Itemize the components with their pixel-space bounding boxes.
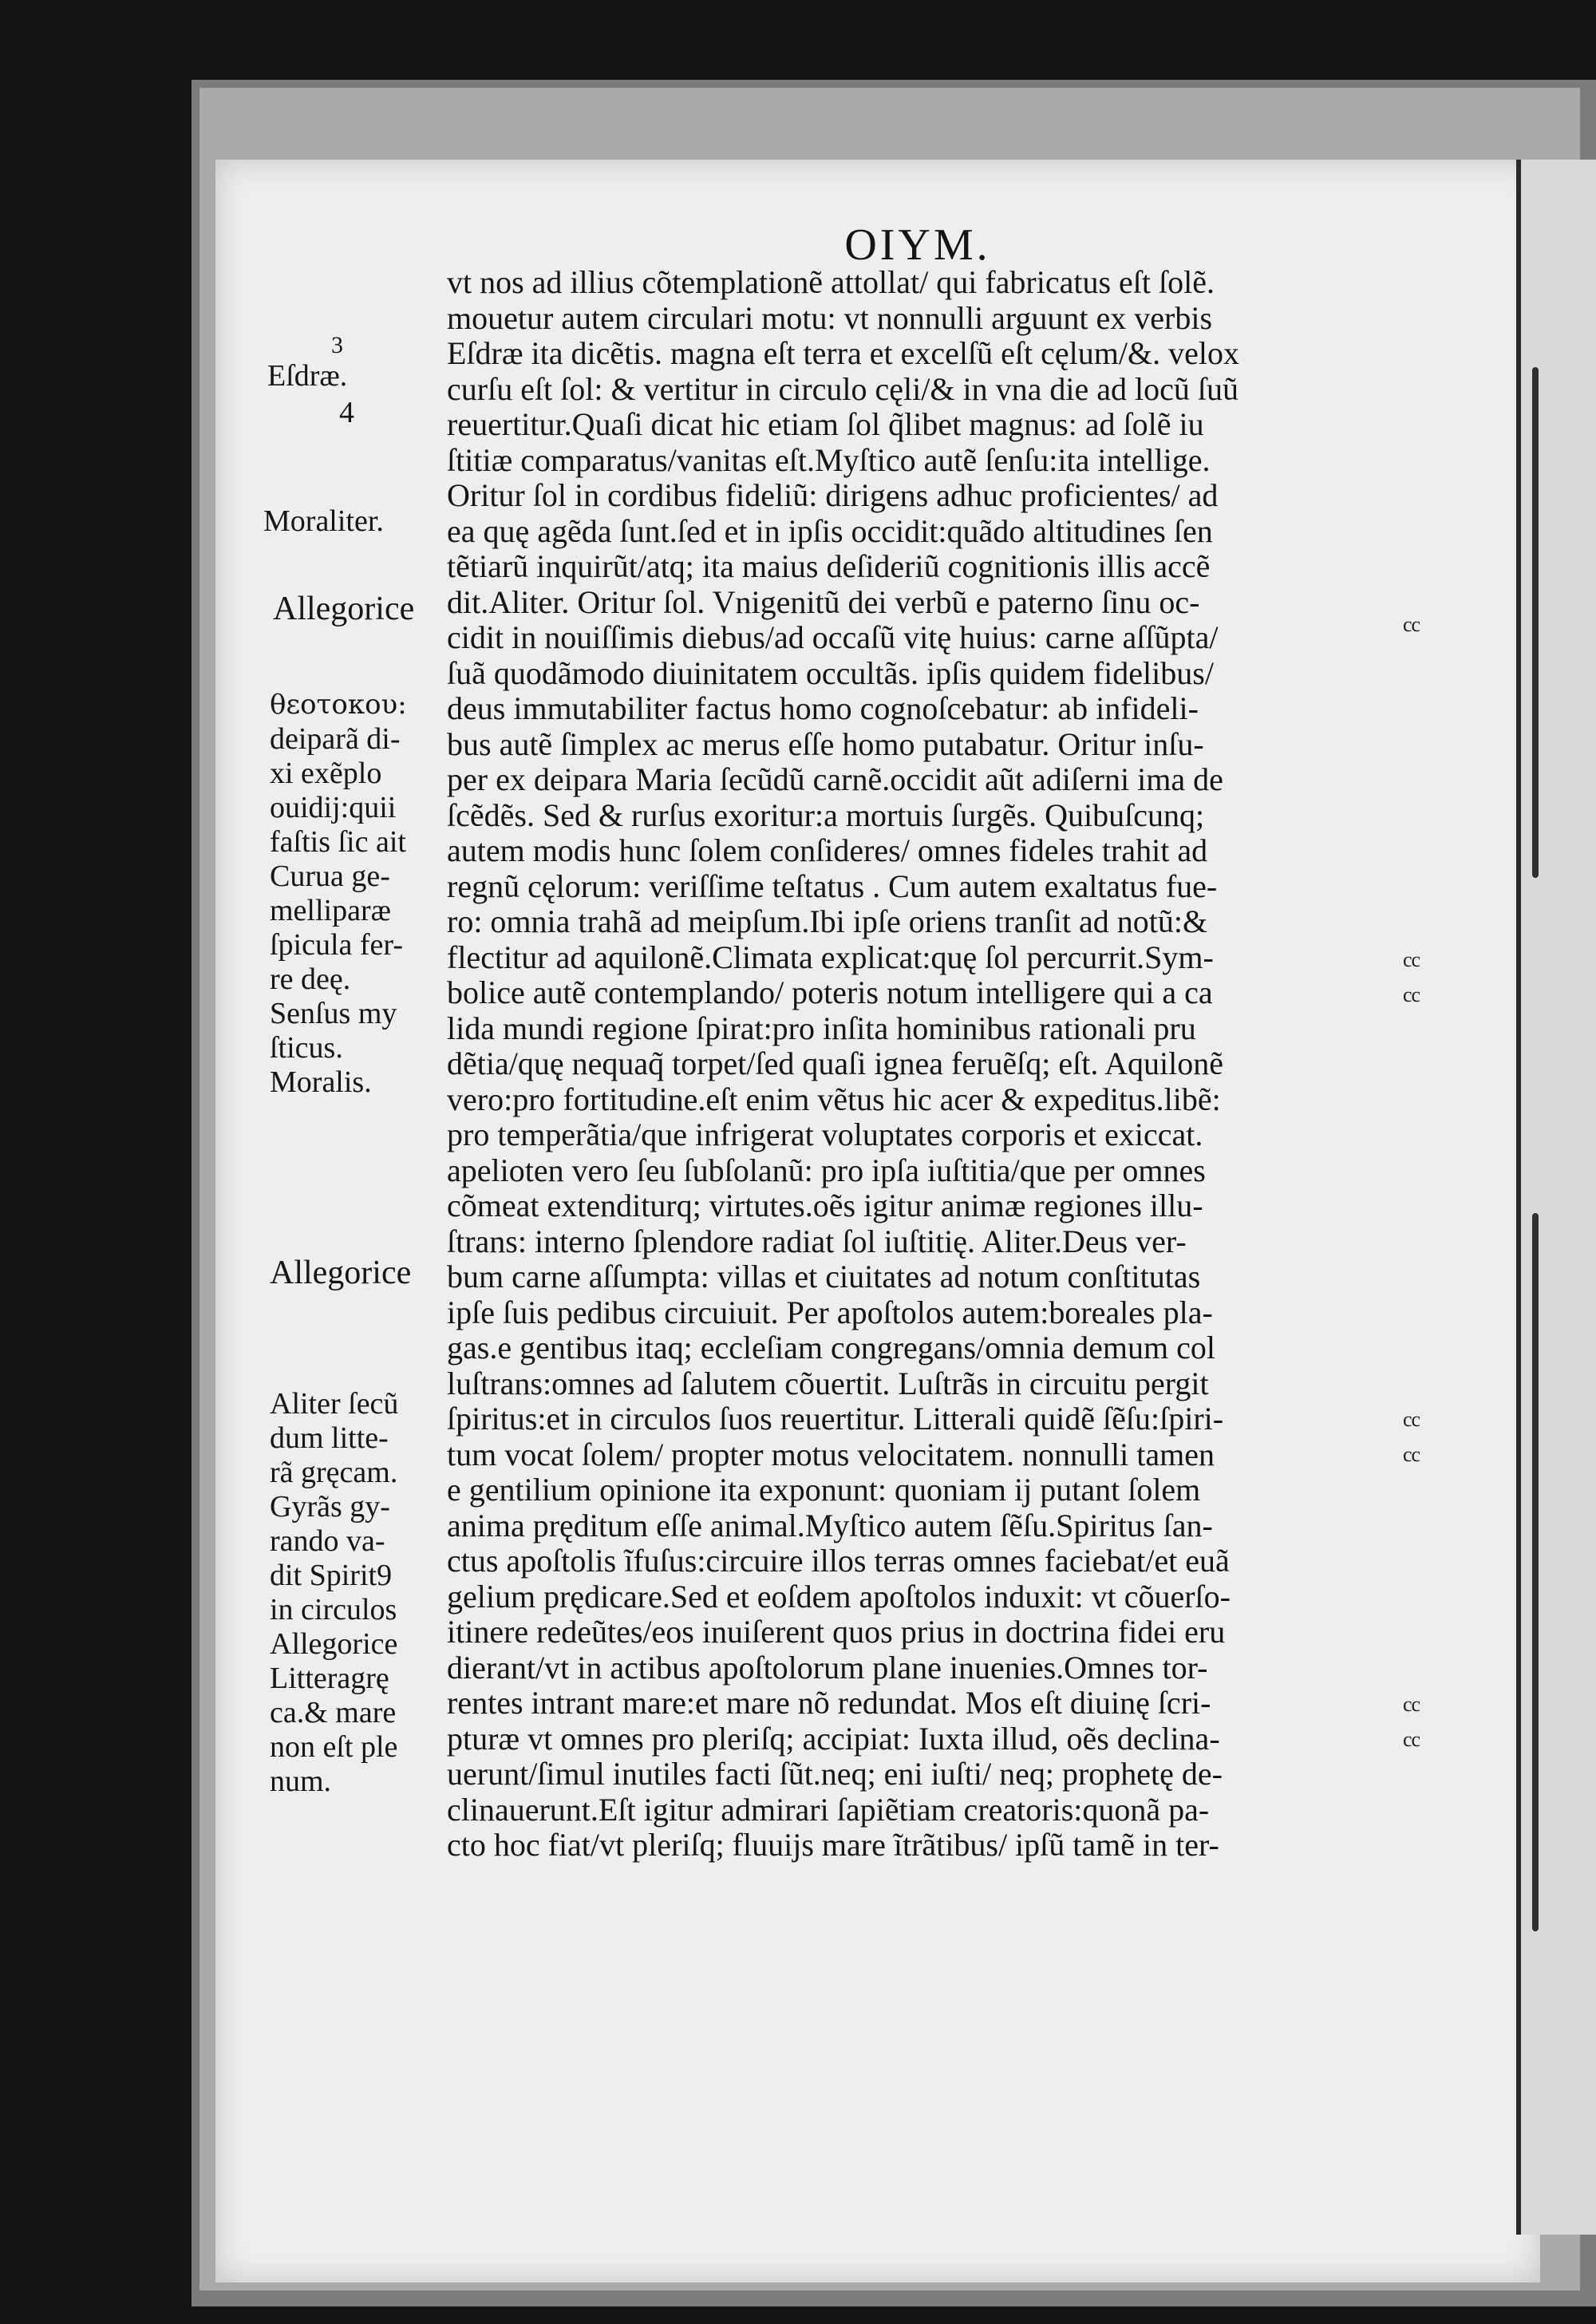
margin-line: re deę. [270,962,351,996]
body-line: gelium prędicare.Sed et eoſdem apoſtolos induxit: vt cõuerſo- [447,1579,1231,1615]
margin-mark: cc [1403,1408,1420,1431]
body-line: Oritur ſol in cordibus fideliũ: dirigens adhuc proficientes/ ad [447,478,1219,513]
margin-line: rando va- [270,1524,385,1558]
body-line: uerunt/ſimul inutiles facti ſũt.neq; eni iuſti/ neq; prophetę de- [447,1757,1223,1792]
body-line: dierant/vt in actibus apoſtolorum plane inuenies.Omnes tor- [447,1650,1208,1686]
binding-thread [1532,1213,1539,1931]
margin-note-allegorice-2 [270,1255,411,1291]
margin-line: ca.& mare [270,1696,397,1729]
margin-line: ſpicula fer- [270,928,403,962]
margin-mark: cc [1403,613,1420,636]
margin-line: dum litte- [270,1421,389,1455]
body-text [447,265,1396,1864]
body-line: cõmeat extenditurq; virtutes.oẽs igitur animæ regiones illu- [447,1188,1203,1223]
body-line: gas.e gentibus itaq; eccleſiam congregans/omnia demum col [447,1330,1216,1366]
body-line: cidit in nouiſſimis diebus/ad occaſũ vitę huius: carne aſſũpta/ [447,620,1219,655]
body-line: ipſe ſuis pedibus circuiuit. Per apoſtolos autem:boreales pla- [447,1294,1213,1330]
body-line: pro temperãtia/que infrigerat voluptates corporis et exiccat. [447,1117,1203,1152]
margin-line: Curua ge- [270,860,390,893]
margin-line: non eſt ple [270,1730,398,1764]
margin-line: deiparã di- [270,722,401,756]
margin-note-moraliter-1 [263,503,384,540]
body-line: ſtrans: interno ſplendore radiat ſol iuſtitię. Aliter.Deus ver- [447,1223,1187,1259]
margin-note-theotokou [270,688,407,1100]
margin-line: Allegorice [273,591,415,627]
body-line: clinauerunt.Eſt igitur admirari ſapiẽtiam creatoris:quonã pa- [447,1792,1210,1828]
body-line: luſtrans:omnes ad ſalutem cõuertit. Luſtrãs in circuitu pergit [447,1366,1209,1401]
body-line: dẽtia/quę nequaq̃ torpet/ſed quaſi ignea feruẽſq; eſt. Aquilonẽ [447,1046,1224,1081]
body-line: e gentilium opinione ita exponunt: quoniam ij putant ſolem [447,1472,1201,1508]
margin-mark: cc [1403,1728,1420,1751]
body-line: ro: omnia trahã ad meipſum.Ibi ipſe oriens tranſit ad notũ:& [447,904,1208,939]
body-line: ſcẽdẽs. Sed & rurſus exoritur:a mortuis ſurgẽs. Quibuſcunq; [447,797,1205,833]
margin-line: faſtis ſic ait [270,825,406,859]
body-line: reuertitur.Quaſi dicat hic etiam ſol q̃libet magnus: ad ſolẽ iu [447,407,1204,442]
body-line: bolice autẽ contemplando/ poteris notum intelligere qui a ca [447,975,1213,1010]
body-line: lida mundi regione ſpirat:pro inſita hominibus rationali pru [447,1010,1196,1046]
margin-line: Senſus my [270,997,397,1030]
body-line: tẽtiarũ inquirũt/atq; ita maius deſideriũ cognitionis illis accẽ [447,549,1211,584]
body-line: rentes intrant mare:et mare nõ redundat. Mos eſt diuinę ſcri- [447,1686,1211,1721]
margin-line: θεοτοκου: [270,689,407,721]
margin-line: 4 [339,396,354,429]
body-line: vt nos ad illius cõtemplationẽ attollat/ qui fabricatus eſt ſolẽ. [447,265,1215,300]
body-line: ea quę agẽda ſunt.ſed et in ipſis occidit:quãdo altitudines ſen [447,513,1213,549]
body-line: itinere redeũtes/eos inuiſerent quos prius in doctrina fidei eru [447,1615,1226,1650]
margin-line: in circulos [270,1593,397,1626]
margin-mark: cc [1403,1443,1420,1466]
body-line: ſtitiæ comparatus/vanitas eſt.Myſtico autẽ ſenſu:ita intellige. [447,442,1211,478]
margin-line: Allegorice [270,1627,398,1661]
margin-line: Litteragrę [270,1662,389,1695]
body-line: cto hoc fiat/vt pleriſq; fluuijs mare ĩtrãtibus/ ipſũ tamẽ in ter- [447,1828,1219,1863]
margin-line: ouidij:quii [270,791,397,824]
body-line: per ex deipara Maria ſecũdũ carnẽ.occidit aũt adiſerni ima de [447,762,1223,797]
body-line: deus immutabiliter factus homo cognoſcebatur: ab infideli- [447,691,1199,726]
margin-line: Allegorice [270,1255,412,1291]
margin-line: dit Spirit9 [270,1559,393,1592]
body-line: ſuã quodãmodo diuinitatem occultãs. ipſis quidem fidelibus/ [447,655,1214,691]
body-line: regnũ cęlorum: veriſſime teſtatus . Cum autem exaltatus fue- [447,868,1218,904]
margin-note-aliter [270,1387,398,1799]
margin-note-allegorice-1 [273,591,414,627]
body-line: curſu eſt ſol: & vertitur in circulo cęli/& in vna die ad locũ ſuũ [447,371,1238,407]
margin-line: Moralis. [270,1065,372,1099]
margin-line: num. [270,1765,332,1798]
running-head: OIYM. [844,220,991,270]
body-line: Eſdræ ita dicẽtis. magna eſt terra et excelſũ eſt cęlum/&. velox [447,336,1239,371]
body-line: pturæ vt omnes pro pleriſq; accipiat: Iuxta illud, oẽs declina- [447,1721,1220,1757]
binding-thread [1532,367,1539,878]
body-line: ſpiritus:et in circulos ſuos reuertitur. Litterali quidẽ ſẽſu:ſpiri- [447,1401,1224,1437]
body-line: vero:pro fortitudine.eſt enim vẽtus hic acer & expeditus.libẽ: [447,1081,1221,1117]
margin-mark: cc [1403,983,1420,1006]
body-line: bum carne aſſumpta: villas et ciuitates ad notum conſtitutas [447,1259,1201,1294]
margin-line: 3 [331,332,343,358]
body-line: autem modis hunc ſolem conſideres/ omnes fideles trahit ad [447,833,1208,868]
margin-line: Aliter ſecũ [270,1387,399,1421]
margin-line: Moraliter. [263,504,384,538]
margin-mark: cc [1403,948,1420,971]
body-line: bus autẽ ſimplex ac merus eſſe homo putabatur. Oritur inſu- [447,726,1204,762]
body-line: flectitur ad aquilonẽ.Climata explicat:quę ſol percurrit.Sym- [447,939,1214,975]
margin-line: melliparæ [270,894,391,927]
margin-mark: cc [1403,1693,1420,1716]
margin-line: xi exẽplo [270,757,382,790]
body-line: dit.Aliter. Oritur ſol. Vnigenitũ dei verbũ e paterno ſinu oc- [447,584,1200,620]
margin-line: rã gręcam. [270,1456,398,1489]
body-line: anima pręditum eſſe animal.Myſtico autem ſẽſu.Spiritus ſan- [447,1508,1213,1543]
body-line: ctus apoſtolis ĩfuſus:circuire illos terras omnes faciebat/et euã [447,1543,1230,1579]
body-line: mouetur autem circulari motu: vt nonnulli arguunt ex verbis [447,300,1213,336]
body-line: tum vocat ſolem/ propter motus velocitatem. nonnulli tamen [447,1437,1215,1472]
margin-line: ſticus. [270,1031,343,1065]
facing-page-edge [1516,160,1596,2235]
margin-note-esdrae [267,334,354,431]
margin-line: Eſdræ. [267,359,348,393]
body-line: apelioten vero ſeu ſubſolanũ: pro ipſa iuſtitia/que per omnes [447,1152,1206,1188]
margin-line: Gyrãs gy- [270,1490,390,1524]
